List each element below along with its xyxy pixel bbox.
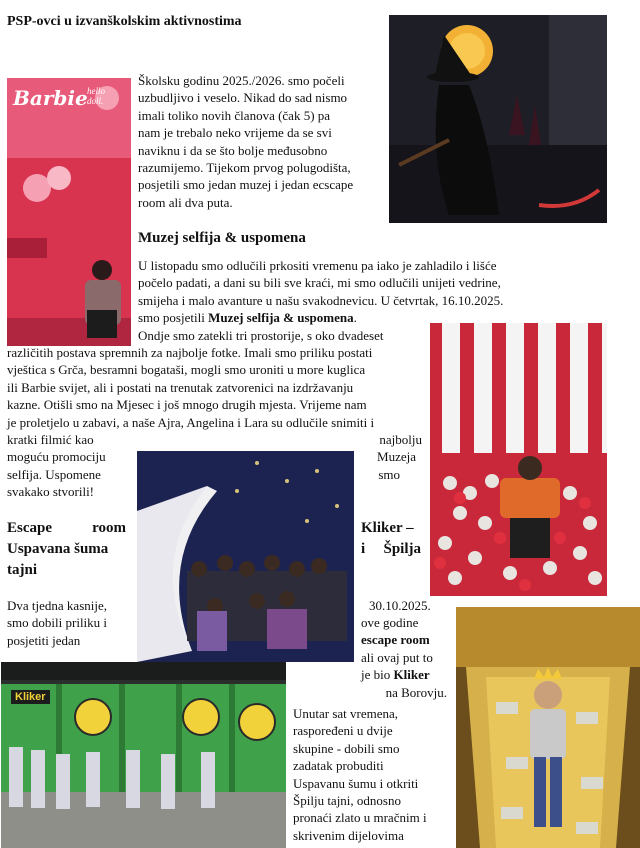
intro-paragraph xyxy=(138,72,378,211)
title-rest: u izvanškolskim aktivnostima xyxy=(60,14,242,29)
kliker-storefront-photo xyxy=(1,662,286,848)
section-heading-muzej: Muzej selfija & uspomena xyxy=(138,230,306,246)
body-line: raspoređeni u dvije xyxy=(293,723,393,739)
body-line: počelo padati, a dani su bili sve kraći, mi smo odlučili unijeti vedrine, xyxy=(138,275,501,291)
museum-name: Muzej selfija & uspomena xyxy=(208,310,354,326)
heading-line: Kliker – xyxy=(361,520,414,536)
body-line: različitih postava spremnih za najbolje fotke. Imali smo priliku postati xyxy=(7,345,373,360)
body-line: pronaći zlato u mračnim i xyxy=(293,810,427,826)
body-line: Muzeja xyxy=(377,449,416,465)
body-line: smo xyxy=(378,466,400,482)
body-line: smijeha i malo avanture u našu svakodnevicu. U četvrtak, 16.10.2025. xyxy=(138,292,504,308)
heading-line: Escape room xyxy=(7,520,126,536)
section1-split-left xyxy=(7,431,132,501)
body-line: Ondje smo zatekli tri prostorije, s oko dvadeset xyxy=(138,327,384,343)
section1-split-right xyxy=(356,431,422,483)
intro-line: posjetili smo jedan muzej i jedan ecscape xyxy=(138,177,354,193)
body-line: kratki filmić kao xyxy=(7,432,94,447)
kliker-bold: Kliker xyxy=(393,667,430,683)
intro-line: Školsku godinu 2025./2026. smo počeli xyxy=(138,73,345,88)
intro-line: uzbudljivo i veselo. Nikad do sad nismo xyxy=(138,90,348,106)
intro-line: razumijemo. Tijekom prvog polugodišta, xyxy=(138,160,351,176)
intro-line: nam je trebalo neko vrijeme da se svi xyxy=(138,125,332,141)
section-heading-escape-right xyxy=(361,518,421,560)
text-span: je bio xyxy=(361,667,394,683)
body-line: vještica s Grča, besramni bogataši, mogli smo uroniti u more kuglica xyxy=(7,362,366,378)
body-line: selfija. Uspomene xyxy=(7,466,101,482)
heading-line: tajni xyxy=(7,562,37,578)
body-line xyxy=(361,666,447,683)
body-line: Unutar sat vremena, xyxy=(293,706,399,721)
intro-line: room ali dva puta. xyxy=(138,194,233,210)
escape-room-bold: escape room xyxy=(361,632,430,648)
body-line: ali ovaj put to xyxy=(361,649,433,665)
body-line: smo dobili priliku i xyxy=(7,615,108,631)
text-span: smo posjetili xyxy=(138,310,209,326)
section2-left-text xyxy=(7,597,125,649)
gold-coffin-photo xyxy=(456,607,640,848)
section2-bottom-text xyxy=(293,705,447,844)
body-line: U listopadu smo odlučili prkositi vremenu pa iako je zahladilo i lišće xyxy=(138,258,497,273)
witch-photo xyxy=(389,15,607,223)
body-line: najbolju xyxy=(379,432,422,447)
intro-line: naviknu i da se što bolje međusobno xyxy=(138,142,328,158)
ball-pit-photo xyxy=(430,323,607,596)
body-line: skupine - dobili smo xyxy=(293,740,400,756)
body-line: Uspavanu šumu i otkriti xyxy=(293,775,419,791)
body-line: zadatak probuditi xyxy=(293,758,384,774)
text-span: . xyxy=(353,310,357,326)
barbie-photo xyxy=(7,78,131,346)
body-line: posjetiti jedan xyxy=(7,632,81,648)
body-line: ili Barbie svijet, ali i postati na trenutak zatvorenici na izdržavanju xyxy=(7,379,354,395)
title-prefix: PSP-ovci xyxy=(7,14,61,29)
body-line: na Borovju. xyxy=(385,684,447,700)
body-line: ove godine xyxy=(361,615,419,630)
body-line: svakako stvorili! xyxy=(7,484,95,500)
body-line: skrivenim dijelovima xyxy=(293,827,404,843)
section1-paragraph-b xyxy=(7,344,421,431)
body-line: je proletjelo u zabavi, a naše Ajra, Angelina i Lara su odlučile snimiti i xyxy=(7,414,375,430)
barbie-logo-text: Barbie xyxy=(13,86,88,110)
body-line: moguću promociju xyxy=(7,449,106,465)
moon-group-photo xyxy=(137,451,354,662)
heading-line: i Špilja xyxy=(361,541,421,557)
heading-line: Uspavana šuma xyxy=(7,541,109,557)
intro-line: imali toliko novih članova (čak 5) pa xyxy=(138,107,331,123)
body-line: Špilju tajni, odnosno xyxy=(293,793,401,809)
section2-right-text xyxy=(361,614,447,701)
escape-date: 30.10.2025. xyxy=(369,598,431,613)
body-line xyxy=(361,631,447,648)
kliker-sign: Kliker xyxy=(11,690,50,704)
body-line: Dva tjedna kasnije, xyxy=(7,598,107,613)
body-line: kazne. Otišli smo na Mjesec i još mnogo drugih mjesta. Vrijeme nam xyxy=(7,397,367,413)
page-title xyxy=(7,14,242,30)
barbie-sub-text: hello doll. xyxy=(87,86,105,106)
section-heading-escape-left xyxy=(7,518,126,581)
